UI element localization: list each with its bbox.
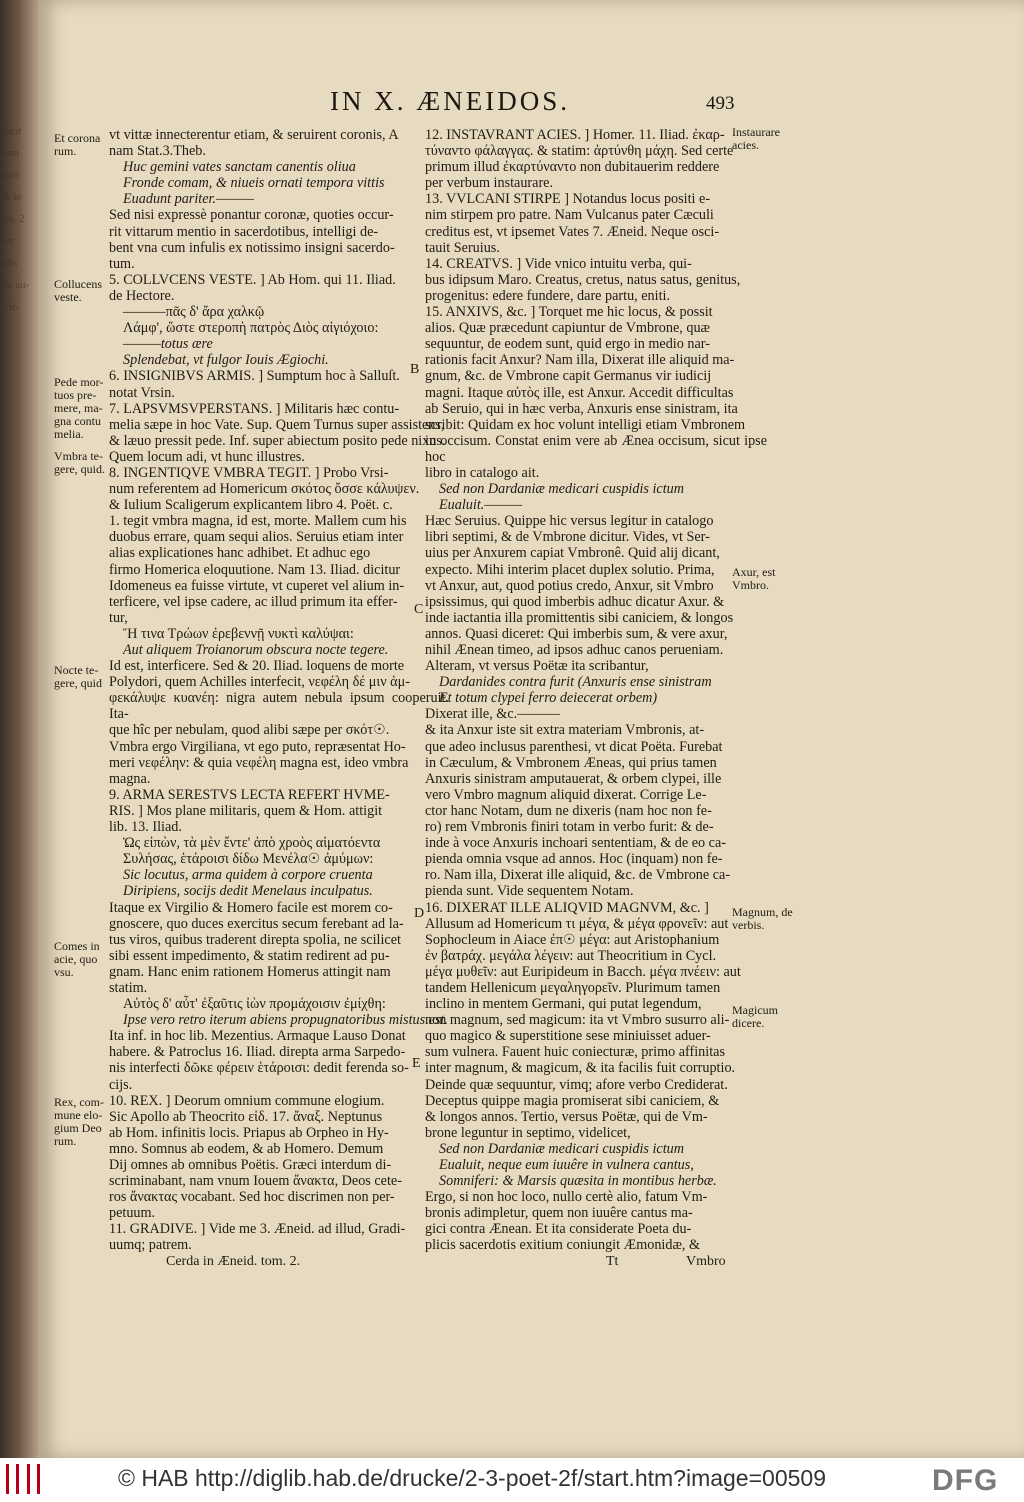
left-column-line: notat Vrsin. [109,384,175,401]
right-column-line: Dardanides contra furit (Anxuris ense sinistram [439,674,712,691]
right-column-line: pienda sunt. Vide sequentem Notam. [425,883,634,900]
margin-note-right: Instaurare acies. [732,125,780,152]
left-column-line: que hîc per nebulam, quod alibi sæpe per σκότ☉. [109,722,390,739]
binding-fragment: de au- [2,279,30,291]
right-column-line: Et totum clypei ferro deiecerat orbem) [439,690,658,707]
right-column-line: libri septimi, & de Vmbrone dicitur. Vides, vt Ser- [425,529,710,546]
left-column-line: petuum. [109,1205,156,1222]
binding-fragment: dicit [2,125,22,137]
catchword: Vmbro [686,1254,726,1269]
right-column-line: Eualuit.——— [439,497,523,514]
left-column-line: bent vna cum infulis ex notissimo insigni sacerdo- [109,239,395,256]
margin-note-left: Comes in acie, quo vsu. [54,939,100,979]
left-column-line: & læuo pressit pede. Inf. super abiectum posito pede nixus. [109,432,446,449]
left-column-line: magna. [109,770,151,787]
right-column-line: sum vulnera. Fauent huic coniecturæ, primo affinitas [425,1044,725,1061]
right-column-line: Deceptus quippe magia promiserat sibi caniciem, & [425,1092,720,1109]
left-column-line: Συλήσας, ἑτάροισι δίδω Μενέλα☉ ἀμύμων: [123,851,374,868]
right-column-line: ἐν βατράχ. μεγάλα λέγειν: aut Theocritium in Cycl. [425,947,717,964]
left-column-line: Λάμφ', ὥστε στεροπὴ πατρὸς Διὸς αἰγιόχοιο: [123,320,379,337]
right-text-column [425,127,767,1254]
left-column-line: Ipse vero retro iterum abiens propugnatoribus mistus est. [123,1012,448,1029]
left-column-line: Aut aliquem Troianorum obscura nocte tegere. [123,642,389,658]
left-column-line: Αὐτὸς δ' αὖτ' ἐξαῦτις ἰὼν προμάχοισιν ἐμίχθη: [123,996,386,1013]
right-column-line: bus idipsum Maro. Creatus, cretus, natus satus, genitus, [425,271,741,288]
binding-fragment: quo [2,169,19,181]
left-column-line: duobus errare, quam sequi alios. Seruius etiam inter [109,529,404,546]
left-column-line: uumq; patrem. [109,1237,192,1254]
right-column-line: Alteram, vt versus Poëtæ ita scribantur, [425,658,649,675]
right-column-line: ctor hanc Notam, dum ne dixeris (nam hoc non fe- [425,802,712,819]
right-column-line: non magnum, sed magicum: ita vt Vmbro susurro ali- [425,1012,730,1029]
right-column-line: plicis sacerdotis exitium coniungit Æmonidæ, & [425,1237,701,1254]
right-column-line: libro in catalogo ait. [425,464,540,481]
left-column-line: Sic Apollo ab Theocrito εἰδ. 17. ἄναξ. Neptunus [109,1108,383,1125]
right-column-line: bronis adimpletur, quem non iuuêre cantus ma- [425,1205,693,1222]
right-column-line: annos. Quasi diceret: Qui imberbis sum, & vere axur, [425,625,728,642]
right-column-line: Anxuris sinistram amputauerat, & orbem clypei, ille [425,770,722,787]
right-column-line: Sophocleum in Aiace ἐπ☉ μέγα: aut Aristophanium [425,931,720,948]
left-column-line: Sed nisi expressè ponantur coronæ, quoties occur- [109,207,394,224]
right-column-line: tauit Seruius. [425,239,500,256]
left-column-line: Ita inf. in hoc lib. Mezentius. Armaque Lauso Donat [109,1028,406,1045]
section-letter: D [414,906,425,921]
right-column-line: sequuntur, de eodem sunt, quid ergo in medio nar- [425,336,710,353]
left-column-line: num referentem ad Homericum σκότος ὄσσε κάλυψεν. [109,481,420,498]
left-column-line: Huc gemini vates sanctam canentis oliua [123,159,356,176]
binding-fragment: tur [2,235,15,247]
right-column-line: 14. CREATVS. ] Vide vnico intuitu verba, qui- [425,255,692,272]
left-column-line: gnoscere, quo duces exercitus secum ferebant ad la- [109,915,404,932]
right-column-line: brone leguntur in septimo, videlicet, [425,1124,631,1141]
left-column-line: tus viros, quibus traderent direpta spolia, ne scilicet [109,931,401,948]
left-column-line: 1. tegit vmbra magna, id est, morte. Mallem cum his [109,513,407,530]
left-column-line: 11. GRADIVE. ] Vide me 3. Æneid. ad illud, Gradi- [109,1221,406,1238]
right-column-line: que adeo inclusus parenthesi, vt dicat Poëta. Furebat [425,738,723,755]
left-column-line: 6. INSIGNIBVS ARMIS. ] Sumptum hoc à Salluſt. [109,368,400,385]
binding-fragment: Vir- [2,301,20,313]
dfg-logo: DFG [932,1464,999,1497]
left-column-line: & Iulium Scaligerum explicantem libro 4. Poët. c. [109,497,393,514]
left-column-line: habere. & Patroclus 16. Iliad. direpta arma Sarpedo- [109,1044,406,1061]
left-column-line: firmo Homerica eloquutione. Nam 13. Iliad. dicitur [109,561,401,578]
right-column-line: 12. INSTAVRANT ACIES. ] Homer. 11. Iliad. ἐκαρ- [425,127,725,143]
left-column-line: tur, [109,609,128,626]
footer-bar [0,1458,1024,1502]
margin-note-right: Axur, est Vmbro. [732,565,776,592]
right-column-line: gnum, &c. de Vmbrone capit Germanus vir iudicij [425,368,712,385]
right-column-line: in Cæculum, & Vmbronem Æneas, qui prius tamen [425,754,717,771]
margin-note-left: Et corona rum. [54,131,101,158]
right-column-line: in occisum. Constat enim vere ab Ænea occisum, sicut ipse hoc [425,432,767,465]
right-column-line: ipsissimus, qui quod imberbis adhuc dicatur Axur. & [425,593,725,610]
left-column-line: tum. [109,255,135,272]
margin-note-left: Collucens veste. [54,277,102,304]
signature-mark: Tt [606,1254,619,1269]
right-column-line: μέγα μυθεῖν: aut Euripideum in Bacch. μέγα πνέειν: aut [425,963,741,980]
right-column-line: Hæc Seruius. Quippe hic versus legitur in catalogo [425,513,714,530]
right-column-line: per verbum instaurare. [425,175,554,192]
section-letter: C [414,602,424,617]
margin-note-right: Magicum dicere. [732,1003,778,1030]
right-column-line: magni. Itaque αὐτὸς ille, est Anxur. Accedit difficultas [425,384,734,401]
binding-fragment: tum [2,147,20,159]
margin-note-left: Pede mor- tuos pre- mere, ma- gna contu melia. [54,375,104,441]
right-column-line: nim stirpem pro patre. Nam Vulcanus pater Cæculi [425,207,714,224]
right-column-line: uius per Anxurem capiat Vmbronê. Quid alij dicant, [425,545,720,562]
hab-barcode-logo [6,1464,40,1494]
left-column-line: ———totus ære [123,336,213,353]
left-column-line: Fronde comam, & niueis ornati tempora vittis [123,175,385,192]
right-column-line: vero Vmbro magnum aliquid dixerat. Corrige Le- [425,786,707,803]
right-column-line: Deinde quæ sequuntur, vimq; afore verbo Crediderat. [425,1076,728,1093]
left-column-line: de Hectore. [109,287,175,304]
right-column-line: Sed non Dardaniæ medicari cuspidis ictum [439,1140,684,1157]
left-column-line: Idomeneus ea fuisse virtute, vt cuperet vel alium in- [109,577,405,594]
copyright-link[interactable]: © HAB http://diglib.hab.de/drucke/2-3-poet-2f/start.htm?image=00509 [118,1465,826,1491]
left-column-line: Splendebat, vt fulgor Iouis Ægiochi. [123,352,329,369]
page-number: 493 [706,93,735,114]
right-column-line: gici contra Ænean. Et ita considerate Poeta du- [425,1221,692,1238]
left-column-line: RIS. ] Mos plane militaris, quem & Hom. attigit [109,802,383,819]
right-column-line: primum illud ἐκαρτύναντο non dubitauerim reddere [425,159,720,176]
left-column-line: 10. REX. ] Deorum omnium commune elogium. [109,1092,385,1109]
binding-fragment: & le [2,191,22,203]
binding-fragment: alis [2,257,18,269]
left-column-line: vt vittæ innecterentur etiam, & seruirent coronis, A [109,127,399,143]
right-column-line: τύναντο φάλαγγας. & statim: ἀρτύνθη μάχη. Sed certe [425,143,734,160]
left-column-line: 8. INGENTIQVE VMBRA TEGIT. ] Probo Vrsi- [109,464,389,481]
book-binding [0,0,40,1458]
margin-note-right: Magnum, de verbis. [732,905,793,932]
left-column-line: rit vittarum mentio in sacerdotibus, intelligi de- [109,223,379,240]
left-column-line: terficere, vel ipse cadere, ac illud primum ita effer- [109,593,398,610]
left-column-line: Ἤ τινα Τρώων ἐρεβεννῇ νυκτὶ καλύψαι: [123,625,354,642]
right-column-line: & ita Anxur iste sit extra materiam Vmbronis, at- [425,722,705,739]
left-column-line: Id est, interficere. Sed & 20. Iliad. loquens de morte [109,658,405,675]
right-column-line: & longos annos. Tertio, versus Poëtæ, qui de Vm- [425,1108,708,1125]
right-column-line: 16. DIXERAT ILLE ALIQVID MAGNVM, &c. ] [425,899,709,916]
section-letter: B [410,362,420,377]
right-column-line: Somniferi: & Marsis quæsita in montibus herbæ. [439,1173,717,1190]
left-column-line: Itaque ex Virgilio & Homero facile est morem co- [109,899,393,916]
left-column-line: gnam. Hanc enim rationem Homerus attingit nam [109,963,391,980]
left-column-line: Sic locutus, arma quidem à corpore cruenta [123,867,373,884]
right-column-line: vt Anxur, aut, quod potius credo, Anxur, sit Vmbro [425,577,714,594]
left-column-line: φεκάλυψε κυανέη: nigra autem nebula ipsum cooperuit. Ita- [109,690,449,723]
margin-note-left: Rex, com- mune elo- gium Deo rum. [54,1095,104,1148]
right-column-line: Ergo, si non hoc loco, nullo certè alio, fatum Vm- [425,1189,708,1206]
book-page [38,0,1024,1458]
left-column-line: Quem locum adi, vt hunc illustres. [109,448,305,465]
running-head: IN X. ÆNEIDOS. [330,86,570,116]
right-column-line: rationis facit Anxur? Nam illa, Dixerat ille aliquid ma- [425,352,735,369]
left-column-line: lib. 13. Iliad. [109,819,182,836]
right-column-line: inclino in mentem Germani, qui putat legendum, [425,996,702,1013]
left-column-line: ———πᾶς δ' ἄρα χαλκῷ [123,304,265,321]
left-column-line: ros ἄνακτας vocabant. Sed hoc discrimen non per- [109,1189,395,1206]
right-column-line: 15. ANXIVS, &c. ] Torquet me hic locus, & possit [425,304,713,321]
left-column-line: 9. ARMA SERESTVS LECTA REFERT HVME- [109,786,390,803]
left-column-line: statim. [109,979,148,996]
left-column-line: Polydori, quem Achilles interfecit, νεφέλη δέ μιν ἀμ- [109,674,410,691]
left-column-line: Diripiens, socijs dedit Menelaus inculpatus. [123,883,373,900]
right-column-line: inde à voce Anxuris inchoari sententiam, & de eo ca- [425,835,726,852]
binding-fragment: lib. 2 [2,213,25,225]
margin-note-left: Vmbra te- gere, quid. [54,449,105,476]
left-column-line: 7. LAPSVMSVPERSTANS. ] Militaris hæc contu- [109,400,400,417]
right-column-line: ro) rem Vmbronis finiri totam in verbo furit: & de- [425,819,714,836]
right-column-line: Dixerat ille, &c.——— [425,706,560,723]
left-text-column [109,127,449,1254]
left-column-line: Ὡς εἰπὼν, τὰ μὲν ἔντε' ἀπὸ χροὸς αἱματόεντα [123,835,381,852]
right-column-line: alios. Quæ præcedunt capiuntur de Vmbrone, quæ [425,320,711,337]
right-column-line: quo magico & superstitione sese miniuisset aduer- [425,1028,711,1045]
right-column-line: nihil Ænean timeo, ad ipsos adhuc canos perueniam. [425,642,724,658]
right-column-line: 13. VVLCANI STIRPE ] Notandus locus positi e- [425,191,711,208]
right-column-line: pienda omnia vsque ad annos. Hoc (inquam) non fe- [425,851,723,868]
right-column-line: ab Seruio, qui in hæc verba, Anxuris ense sinistram, ita [425,400,738,417]
right-column-line: expecto. Mihi interim placet duplex solutio. Prima, [425,561,715,578]
margin-note-left: Nocte te- gere, quid [54,663,102,690]
left-column-line: 5. COLLVCENS VESTE. ] Ab Hom. qui 11. Iliad. [109,271,396,288]
left-column-line: meri νεφέλην: & quia νεφέλη magna est, ideo vmbra [109,754,409,771]
left-column-line: Euadunt pariter.——— [123,191,254,208]
right-column-line: creditus est, vt ipsemet Vates 7. Æneid. Neque osci- [425,223,720,240]
left-column-line: alias explicationes hanc adhibet. Et adhuc ego [109,545,371,562]
right-column-line: Sed non Dardaniæ medicari cuspidis ictum [439,481,684,498]
right-column-line: Eualuit, neque eum iuuêre in vulnera cantus, [439,1157,694,1173]
binding-text-fragments [2,120,36,318]
right-column-line: tandem Hellenicum μεγαληγορεῖν. Plurimum tamen [425,979,721,996]
right-column-line: inde iactantia illa promittentis sibi caniciem, & longos [425,609,734,626]
signature-line: Cerda in Æneid. tom. 2. [166,1254,301,1269]
right-column-line: Allusum ad Homericum τι μέγα, & μέγα φρονεῖν: aut [425,915,729,932]
section-letter: E [412,1056,421,1071]
left-column-line: sibi essent impedimento, & statim redirent ad pu- [109,947,390,964]
right-column-line: ro. Nam illa, Dixerat ille aliquid, &c. de Vmbrone ca- [425,867,731,884]
right-column-line: scribit: Quidam ex hoc volunt intelligi etiam Vmbronem [425,416,746,433]
left-column-line: scriminabant, nam vnum Iouem ἄνακτα, Deos cete- [109,1173,402,1190]
left-column-line: Vmbra ergo Virgiliana, vt ego puto, repræsentat Ho- [109,738,406,755]
left-column-line: cijs. [109,1076,133,1093]
left-column-line: mno. Somnus ab eodem, & ab Homero. Demum [109,1140,384,1157]
right-column-line: inter magnum, & magicum, & ita facilis fuit corruptio. [425,1060,736,1077]
left-column-line: nam Stat.3.Theb. [109,143,206,160]
left-column-line: ab Hom. infinitis locis. Priapus ab Orpheo in Hy- [109,1124,389,1141]
left-column-line: Dij omnes ab omnibus Poëtis. Græci interdum di- [109,1157,392,1173]
right-column-line: progenitus: edere fundere, dare partu, eniti. [425,287,671,304]
left-column-line: melia sæpe in hoc Vate. Sup. Quem Turnus super assistens, [109,416,445,433]
left-column-line: nis interfecti δῶκε φέρειν ἑτάροισι: dedit ferenda so- [109,1060,409,1077]
